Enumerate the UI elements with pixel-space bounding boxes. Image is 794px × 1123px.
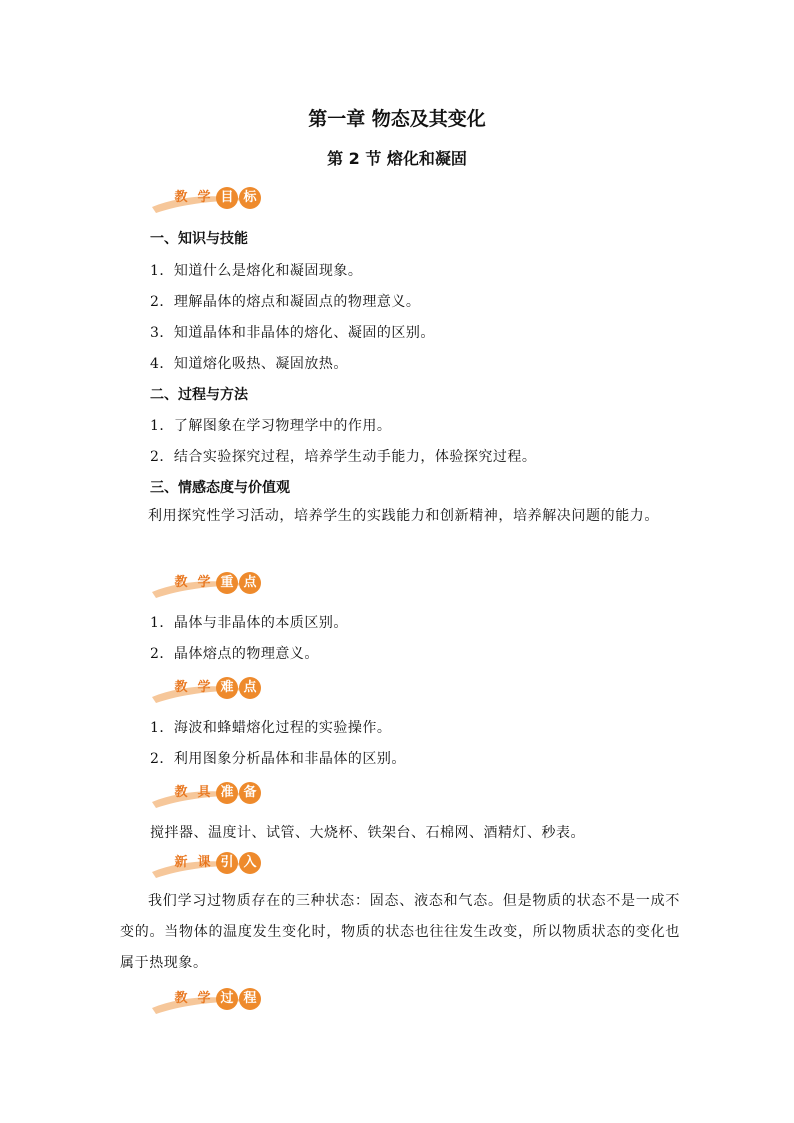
badge-char: 学	[197, 680, 211, 695]
badge-char: 课	[197, 855, 211, 870]
list-item: 3．知道晶体和非晶体的熔化、凝固的区别。	[150, 325, 435, 341]
badge-char: 教	[174, 190, 188, 205]
equipment-list: 搅拌器、温度计、试管、大烧杯、铁架台、石棉网、酒精灯、秒表。	[150, 825, 585, 841]
chapter-title: 第一章 物态及其变化	[308, 108, 486, 130]
list-item: 4．知道熔化吸热、凝固放热。	[150, 356, 348, 372]
list-item: 1．晶体与非晶体的本质区别。	[150, 615, 348, 631]
badge-char: 学	[197, 575, 211, 590]
badge-char: 入	[239, 852, 261, 874]
badge-char: 学	[197, 190, 211, 205]
badge-char: 点	[239, 572, 261, 594]
badge-char: 教	[174, 991, 188, 1006]
badge-char: 程	[239, 988, 261, 1010]
badge-char: 引	[216, 852, 238, 874]
badge-char: 新	[174, 855, 188, 870]
list-item: 1．海波和蜂蜡熔化过程的实验操作。	[150, 720, 392, 736]
badge-char: 教	[174, 575, 188, 590]
badge-char: 重	[216, 572, 238, 594]
subheading-knowledge: 一、知识与技能	[150, 231, 248, 247]
badge-char: 标	[239, 187, 261, 209]
badge-char: 点	[239, 677, 261, 699]
badge-char: 教	[174, 785, 188, 800]
badge-char: 过	[216, 988, 238, 1010]
badge-char: 教	[174, 680, 188, 695]
paragraph-intro: 我们学习过物质存在的三种状态：固态、液态和气态。但是物质的状态不是一成不变的。当物体的温度发生变化时，物质的状态也往往发生改变，所以物质状态的变化也属于热现象。	[120, 893, 680, 971]
subheading-process: 二、过程与方法	[150, 387, 248, 403]
list-item: 2．晶体熔点的物理意义。	[150, 646, 319, 662]
list-item: 2．利用图象分析晶体和非晶体的区别。	[150, 751, 406, 767]
badge-char: 准	[216, 782, 238, 804]
list-item: 2．结合实验探究过程，培养学生动手能力，体验探究过程。	[150, 449, 537, 465]
list-item: 1．知道什么是熔化和凝固现象。	[150, 263, 363, 279]
badge-char: 备	[239, 782, 261, 804]
badge-char: 具	[197, 785, 211, 800]
section-title: 第 2 节 熔化和凝固	[327, 149, 467, 168]
badge-char: 学	[197, 991, 211, 1006]
paragraph-attitude: 利用探究性学习活动，培养学生的实践能力和创新精神，培养解决问题的能力。	[148, 508, 659, 524]
list-item: 1．了解图象在学习物理学中的作用。	[150, 418, 392, 434]
badge-char: 目	[216, 187, 238, 209]
subheading-attitude: 三、情感态度与价值观	[150, 480, 290, 496]
list-item: 2．理解晶体的熔点和凝固点的物理意义。	[150, 294, 421, 310]
badge-char: 难	[216, 677, 238, 699]
